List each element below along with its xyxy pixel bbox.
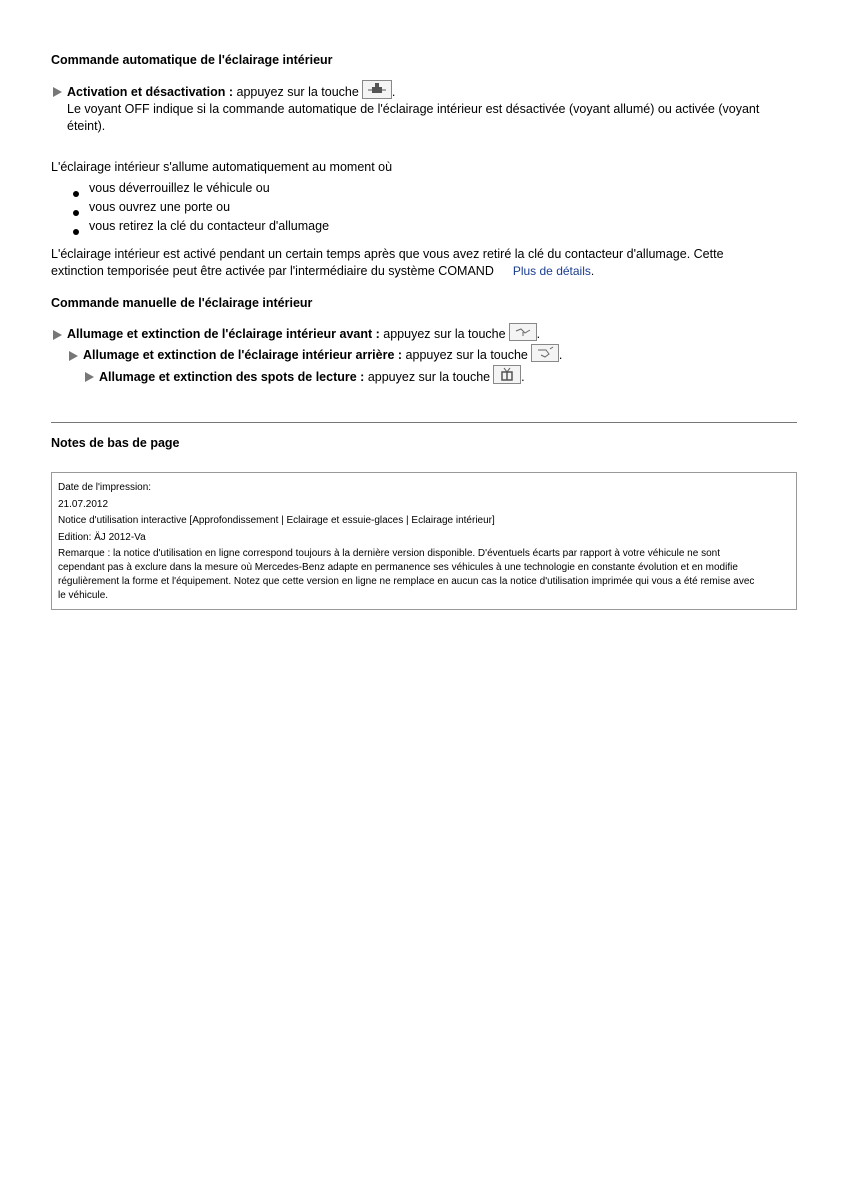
step-arrow-icon	[53, 84, 62, 102]
bullet-item: vous ouvrez une porte ou	[89, 200, 231, 214]
auto-paragraph	[51, 246, 811, 280]
edition: Edition: ÄJ 2012-Va	[58, 531, 146, 543]
step-activation-text: appuyez sur la touche	[236, 85, 359, 99]
step-front-light-after: .	[536, 327, 541, 341]
auto-paragraph-text: extinction temporisée peut être activée par l'intermédiaire du système COMAND	[51, 264, 494, 278]
front-interior-light-icon[interactable]	[509, 323, 537, 341]
divider	[51, 422, 797, 423]
step-activation-label: Activation et désactivation :	[67, 85, 234, 99]
remark-line: Remarque : la notice d'utilisation en ligne correspond toujours à la dernière version disponible. D'éventuels écarts par rapport à votre véhicule ne sont	[58, 548, 720, 559]
step-activation-note: Le voyant OFF indique si la commande automatique de l'éclairage intérieur est désactivée (voyant allumé) ou activée (voyant éteint).	[67, 102, 760, 133]
step-arrow-icon	[53, 327, 62, 345]
step-rear-light-label: Allumage et extinction de l'éclairage intérieur arrière :	[83, 348, 403, 362]
remark-line: cependant pas à exclure dans la mesure où Mercedes-Benz adapte en permanence ses véhicules à une technologie en constante évolution et en modifie	[58, 562, 738, 573]
reading-lamp-icon[interactable]	[493, 365, 521, 384]
print-date-label: Date de l'impression:	[58, 482, 152, 493]
step-front-light	[67, 323, 540, 343]
step-arrow-icon	[85, 369, 94, 387]
section-title-manual: Commande manuelle de l'éclairage intérieur	[51, 296, 313, 310]
step-front-light-text: appuyez sur la touche	[383, 327, 506, 341]
step-rear-light-after: .	[558, 348, 563, 362]
step-reading-lamp-after: .	[521, 370, 525, 384]
interior-light-auto-icon[interactable]	[362, 80, 392, 99]
details-link-after: .	[590, 264, 595, 278]
bullet-item: vous déverrouillez le véhicule ou	[89, 181, 270, 195]
footnotes-title: Notes de bas de page	[51, 436, 180, 450]
auto-paragraph-line: L'éclairage intérieur est activé pendant un certain temps après que vous avez retiré la clé du contacteur d'allumage. Cette	[51, 247, 724, 261]
bullet-dot	[73, 184, 79, 202]
step-rear-light	[83, 344, 562, 364]
step-front-light-label: Allumage et extinction de l'éclairage intérieur avant :	[67, 327, 380, 341]
step-activation	[67, 80, 807, 135]
remark-line: régulièrement la forme et l'équipement. Notez que cette version en ligne ne remplace en aucun cas la notice d'utilisation imprimée qui vous a été remise avec	[58, 576, 755, 587]
section-title-auto: Commande automatique de l'éclairage intérieur	[51, 53, 333, 67]
auto-paragraph-line	[51, 263, 811, 280]
step-reading-lamp-text: appuyez sur la touche	[367, 370, 491, 384]
bullet-dot	[73, 203, 79, 221]
step-arrow-icon	[69, 348, 78, 366]
rear-interior-light-icon[interactable]	[531, 344, 559, 362]
remark	[58, 547, 790, 603]
bullet-item: vous retirez la clé du contacteur d'allumage	[89, 219, 330, 233]
step-rear-light-text: appuyez sur la touche	[405, 348, 528, 362]
step-activation-after: .	[391, 85, 396, 99]
footnotes-box	[51, 472, 797, 610]
print-date: 21.07.2012	[58, 498, 109, 510]
remark-line: le véhicule.	[58, 590, 109, 601]
step-reading-lamp-label: Allumage et extinction des spots de lecture :	[99, 370, 365, 384]
details-link[interactable]: Plus de détails	[512, 264, 591, 278]
bullet-dot	[73, 222, 79, 240]
auto-intro: L'éclairage intérieur s'allume automatiquement au moment où	[51, 160, 393, 174]
notice-path: Notice d'utilisation interactive [Approfondissement | Eclairage et essuie-glaces | Eclairage intérieur]	[58, 515, 495, 526]
step-reading-lamp	[99, 365, 525, 386]
